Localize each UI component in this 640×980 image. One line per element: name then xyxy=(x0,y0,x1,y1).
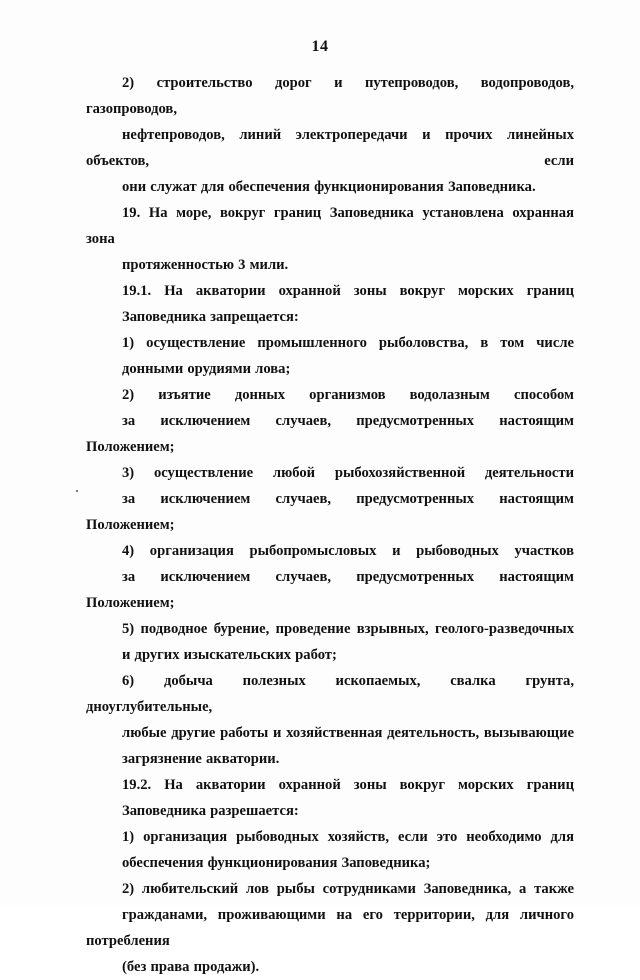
paragraph-line: и других изыскательских работ; xyxy=(122,647,337,663)
paragraph-line: (без права продажи). xyxy=(122,959,260,975)
paragraph-line: любые другие работы и хозяйственная деятельность, вызывающие xyxy=(122,725,574,741)
paragraph-line: 2) любительский лов рыбы сотрудниками Заповедника, а также xyxy=(122,881,574,897)
paragraph-line: 3) осуществление любой рыбохозяйственной деятельности xyxy=(122,465,574,481)
paragraph-line: за исключением случаев, предусмотренных настоящим Положением; xyxy=(86,569,574,611)
paragraph-line: 2) строительство дорог и путепроводов, водопроводов, газопроводов, xyxy=(86,75,574,117)
paragraph-line: 19.1. На акватории охранной зоны вокруг морских границ xyxy=(122,283,574,299)
paragraph xyxy=(86,460,574,538)
paragraph-line: 1) организация рыбоводных хозяйств, если это необходимо для xyxy=(122,829,574,845)
paragraph xyxy=(86,616,574,668)
paragraph-line: 19.2. На акватории охранной зоны вокруг морских границ xyxy=(122,777,574,793)
paragraph-line: Заповедника запрещается: xyxy=(122,309,299,325)
paragraph-line: они служат для обеспечения функционирования Заповедника. xyxy=(122,179,536,195)
paragraph-line: 1) осуществление промышленного рыболовства, в том числе xyxy=(122,335,574,351)
paragraph xyxy=(86,538,574,616)
paragraph-line: донными орудиями лова; xyxy=(122,361,291,377)
paragraph-line: загрязнение акватории. xyxy=(122,751,280,767)
paragraph-line: за исключением случаев, предусмотренных настоящим Положением; xyxy=(86,491,574,533)
paragraph xyxy=(86,278,574,330)
paragraph xyxy=(86,668,574,772)
paragraph xyxy=(86,382,574,460)
paragraph-line: за исключением случаев, предусмотренных настоящим Положением; xyxy=(86,413,574,455)
paragraph-line: протяженностью 3 мили. xyxy=(122,257,289,273)
paragraph xyxy=(86,824,574,876)
paragraph-line: гражданами, проживающими на его территории, для личного потребления xyxy=(86,907,574,949)
paragraph-line: Заповедника разрешается: xyxy=(122,803,299,819)
paragraph-line: 6) добыча полезных ископаемых, свалка грунта, дноуглубительные, xyxy=(86,673,574,715)
paragraph-line: 5) подводное бурение, проведение взрывных, геолого-разведочных xyxy=(122,621,574,637)
paragraph xyxy=(86,200,574,278)
paragraph xyxy=(86,70,574,200)
paragraph xyxy=(86,330,574,382)
document-body xyxy=(86,70,574,980)
paragraph-line: обеспечения функционирования Заповедника; xyxy=(122,855,431,871)
paragraph xyxy=(86,772,574,824)
paragraph-line: нефтепроводов, линий электропередачи и прочих линейных объектов, если xyxy=(86,127,574,169)
paragraph-line: 19. На море, вокруг границ Заповедника установлена охранная зона xyxy=(86,205,574,247)
page-number: 14 xyxy=(311,38,329,55)
paragraph-line: 2) изъятие донных организмов водолазным способом xyxy=(122,387,574,403)
paragraph xyxy=(86,876,574,980)
scan-speck xyxy=(76,490,78,492)
paragraph-line: 4) организация рыбопромысловых и рыбоводных участков xyxy=(122,543,574,559)
